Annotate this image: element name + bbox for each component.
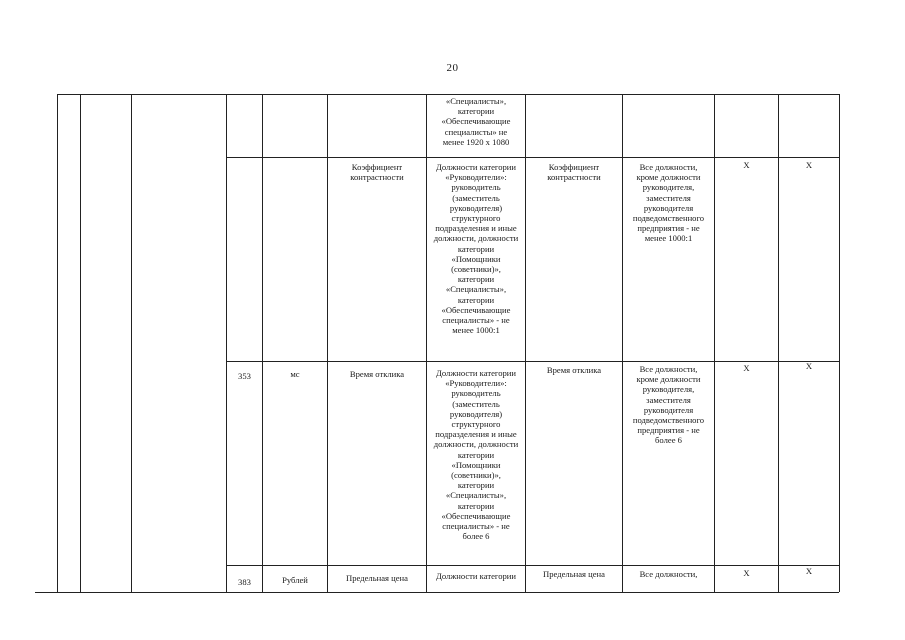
table-cell: Все должности, кроме должности руководителя, заместителя руководителя подведомственного предприятия - не более 6 (632, 364, 705, 446)
col-border (262, 94, 263, 592)
row-divider (226, 361, 839, 362)
table-cell: «Специалисты», категории «Обеспечивающие специалисты» не менее 1920 х 1080 (441, 96, 511, 147)
page-number: 20 (446, 62, 459, 74)
table-cell: X (805, 361, 813, 371)
table-cell: Время отклика (349, 369, 405, 379)
unit-cell: мс (290, 369, 300, 379)
table-cell: Все должности, (639, 569, 698, 579)
table-cell: Должности категории (435, 571, 516, 581)
table-top-border (57, 94, 839, 95)
table-cell: X (805, 160, 813, 170)
row-number: 383 (238, 577, 251, 587)
table-cell: X (743, 363, 750, 373)
col-border (57, 94, 58, 592)
table-cell: Предельная цена (543, 569, 605, 579)
col-border (80, 94, 81, 592)
table-cell: Должности категории «Руководители»: руководитель (заместитель руководителя) структурного подразделения и иные должности, должности категории «Помощники (советники)», категории «Специалисты», категории «Обеспечивающие специалисты» - не менее 1000:1 (433, 162, 519, 336)
table-cell: Все должности, кроме должности руководителя, заместителя руководителя подведомственного предприятия - не менее 1000:1 (632, 162, 705, 244)
table-cell: Предельная цена (346, 573, 408, 583)
table-bottom-border (35, 592, 839, 593)
col-border (131, 94, 132, 592)
unit-cell: Рублей (282, 575, 308, 585)
table-cell: X (743, 568, 750, 578)
table-cell: Время отклика (546, 365, 602, 375)
row-number: 353 (238, 371, 251, 381)
table-right-border (839, 94, 840, 592)
row-divider (226, 157, 839, 158)
col-border (226, 94, 227, 592)
table-cell: X (743, 160, 750, 170)
table-cell: X (805, 566, 813, 576)
table-cell: Коэффициент контрастности (350, 162, 404, 183)
row-divider (226, 565, 839, 566)
table-cell: Должности категории «Руководители»: руководитель (заместитель руководителя) структурного подразделения и иные должности, должности категории «Помощники (советники)», категории «Специалисты», категории «Обеспечивающие специалисты» - не более 6 (433, 368, 519, 542)
table-cell: Коэффициент контрастности (547, 162, 601, 183)
